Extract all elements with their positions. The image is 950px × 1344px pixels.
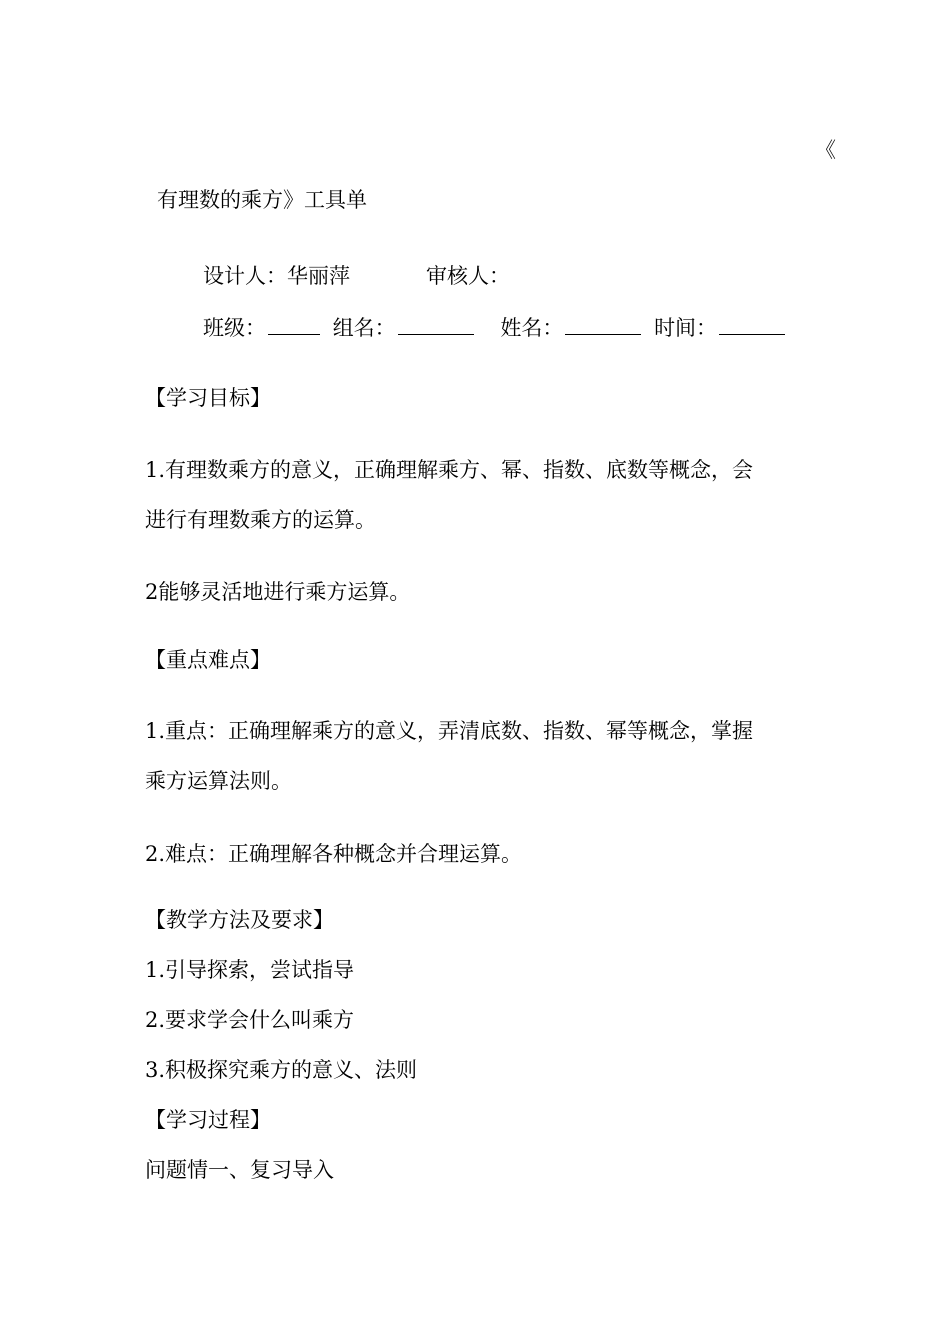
key-points-heading: 【重点难点】 xyxy=(145,648,271,672)
key-points-item1-line2: 乘方运算法则。 xyxy=(145,769,292,793)
group-label: 组名： xyxy=(332,316,396,340)
name-blank[interactable] xyxy=(565,316,641,335)
methods-item3: 3.积极探究乘方的意义、法则 xyxy=(145,1058,418,1082)
methods-heading: 【教学方法及要求】 xyxy=(145,908,334,932)
process-item1: 问题情一、复习导入 xyxy=(145,1158,334,1182)
name-label: 姓名： xyxy=(500,316,564,340)
goals-heading: 【学习目标】 xyxy=(145,386,271,410)
process-heading: 【学习过程】 xyxy=(145,1108,271,1132)
key-points-item1-line1: 1.重点：正确理解乘方的意义，弄清底数、指数、幂等概念，掌握 xyxy=(145,719,754,743)
designer-label: 设计人：华丽萍 xyxy=(203,264,350,288)
time-blank[interactable] xyxy=(719,316,785,335)
group-blank[interactable] xyxy=(398,316,474,335)
title-open-bracket: 《 xyxy=(815,138,836,162)
page-title: 有理数的乘方》工具单 xyxy=(157,188,367,212)
time-label: 时间： xyxy=(654,316,718,340)
methods-item2: 2.要求学会什么叫乘方 xyxy=(145,1008,355,1032)
goals-item1-line2: 进行有理数乘方的运算。 xyxy=(145,508,376,532)
info-fields-row xyxy=(203,316,791,339)
key-points-item2: 2.难点：正确理解各种概念并合理运算。 xyxy=(145,842,523,866)
reviewer-label: 审核人： xyxy=(426,264,510,288)
goals-item1-line1: 1.有理数乘方的意义，正确理解乘方、幂、指数、底数等概念，会 xyxy=(145,458,754,482)
class-blank[interactable] xyxy=(268,316,320,335)
methods-item1: 1.引导探索，尝试指导 xyxy=(145,958,355,982)
class-label: 班级： xyxy=(203,316,266,340)
goals-item2: 2能够灵活地进行乘方运算。 xyxy=(145,580,411,604)
